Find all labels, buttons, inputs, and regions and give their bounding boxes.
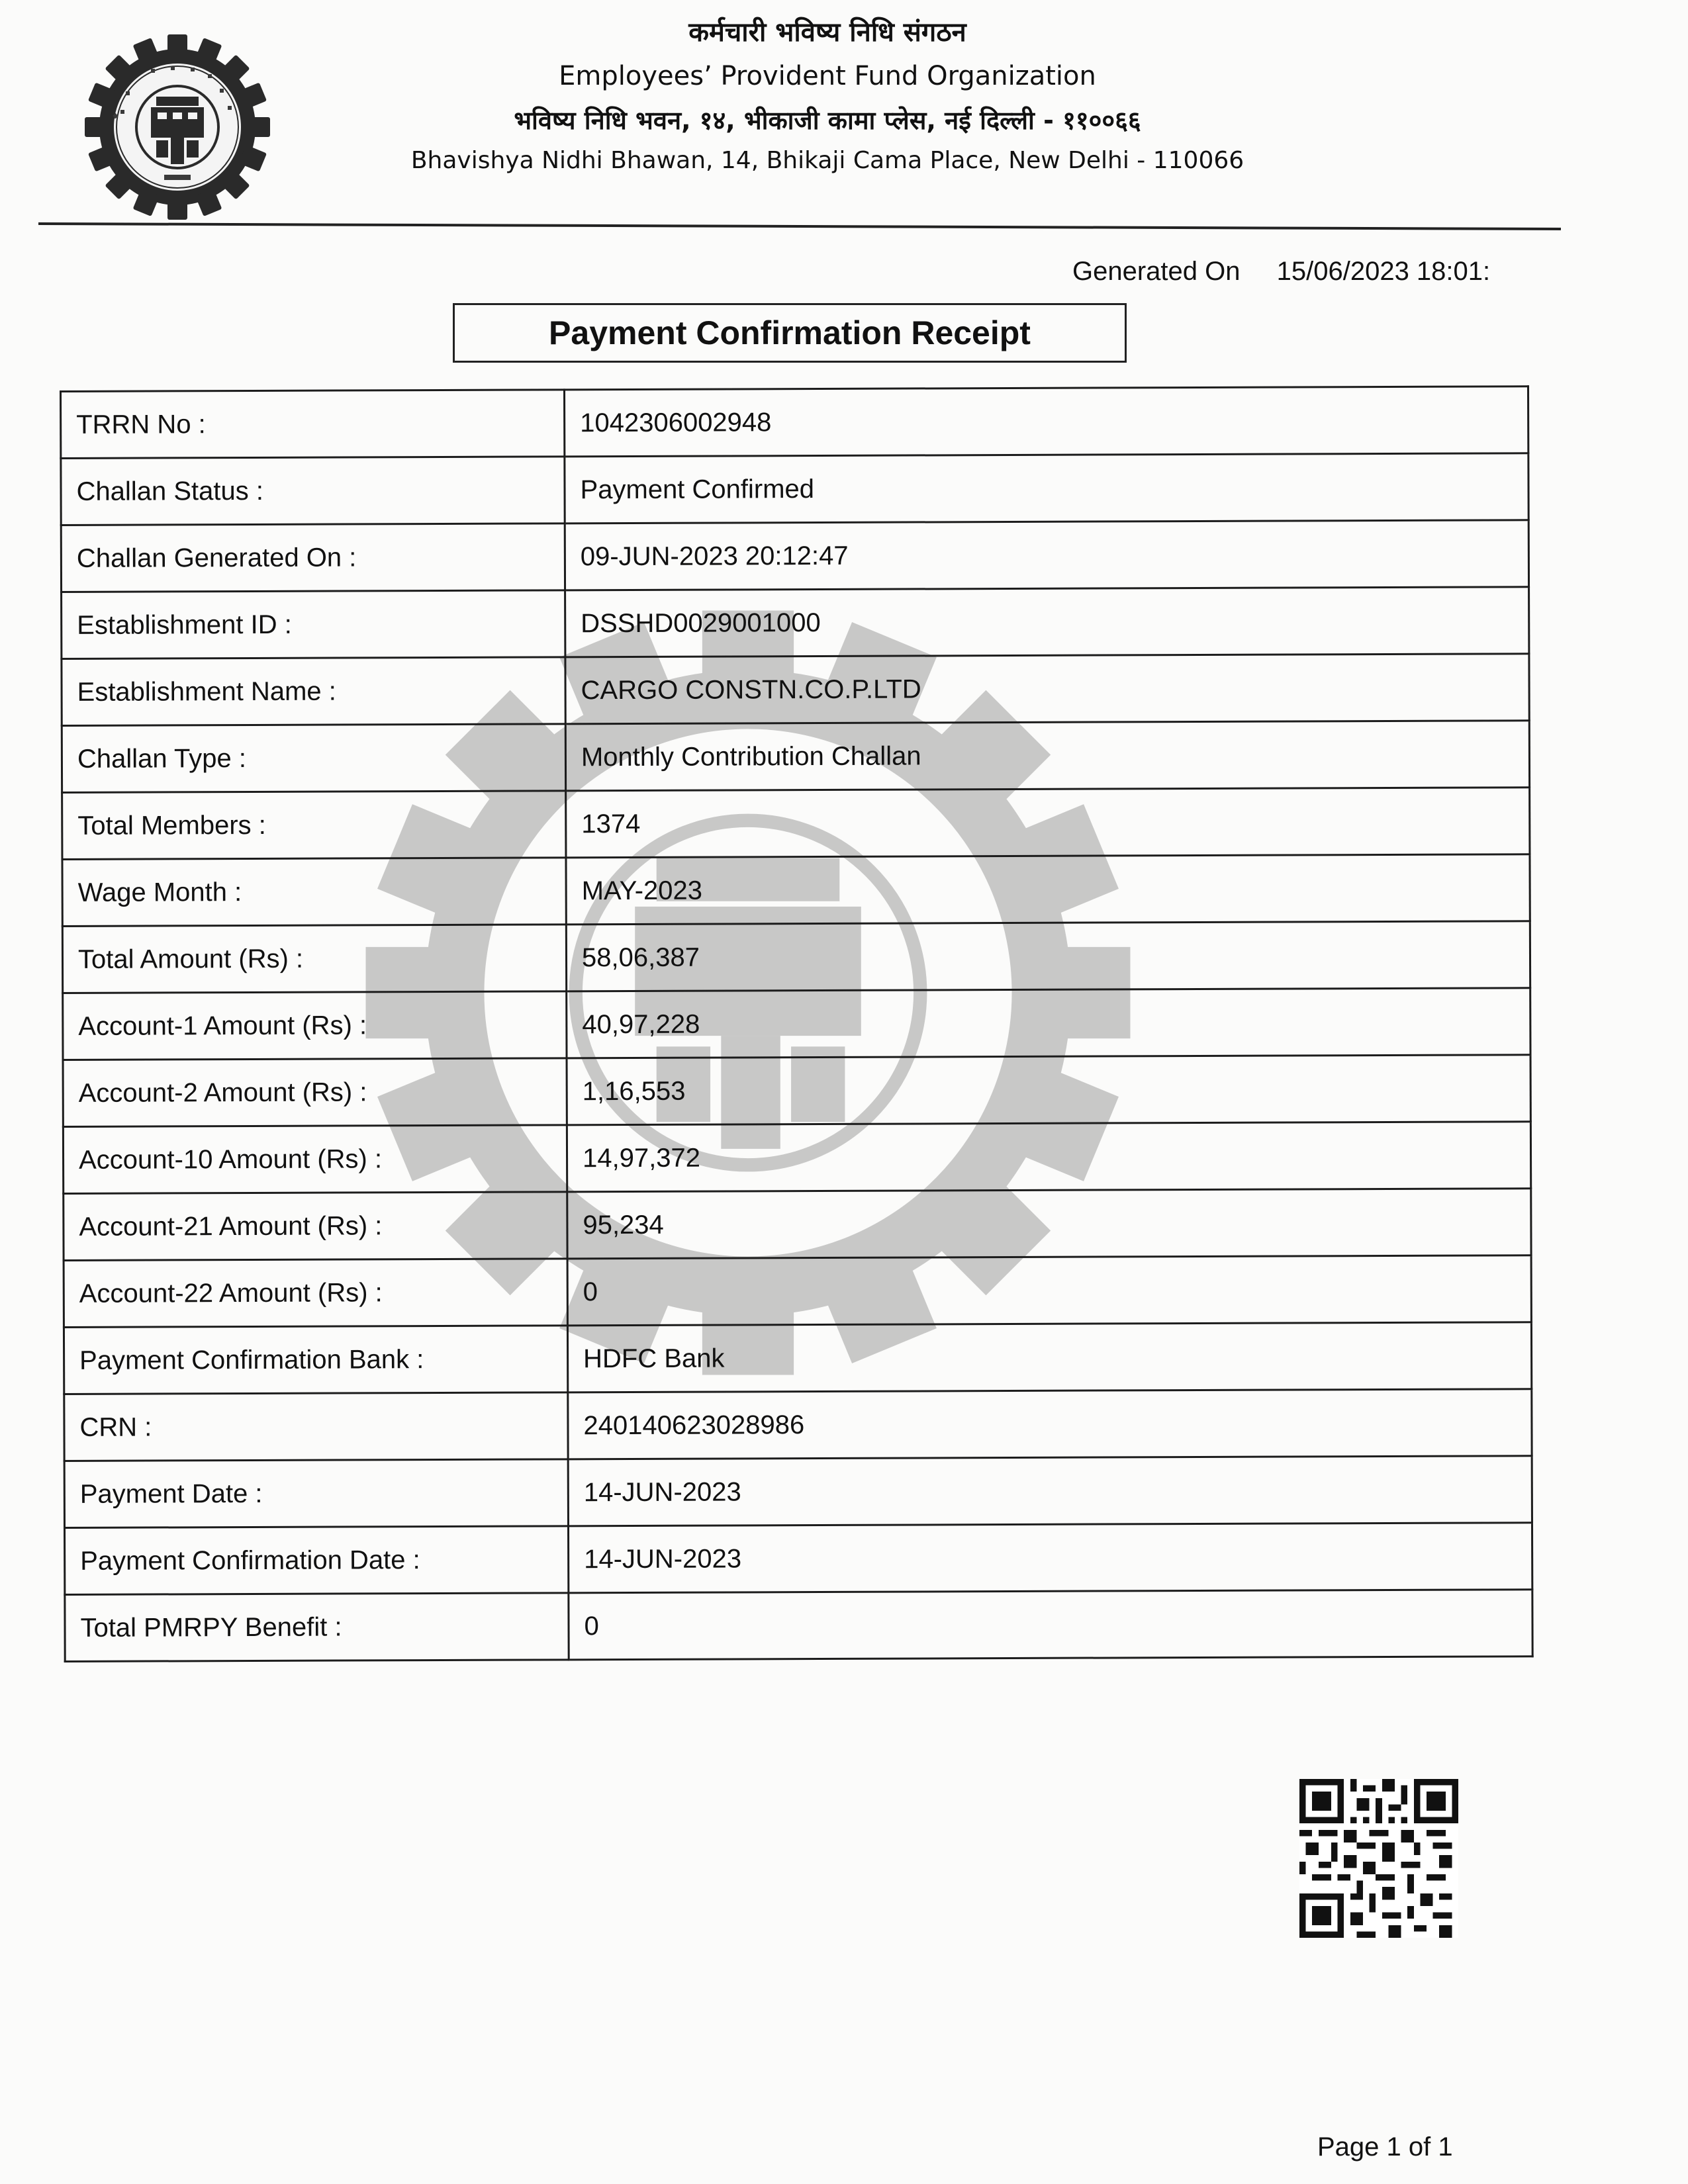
address-english: Bhavishya Nidhi Bhawan, 14, Bhikaji Cama Place, New Delhi - 110066: [410, 147, 1244, 174]
row-value: MAY-2023: [566, 854, 1530, 925]
table-row: [64, 1523, 1532, 1595]
table-row: [62, 788, 1530, 860]
receipt-title: Payment Confirmation Receipt: [453, 303, 1127, 363]
row-label: Account-22 Amount (Rs) :: [64, 1259, 567, 1328]
row-value: 95,234: [567, 1189, 1531, 1259]
table-row: [63, 1122, 1530, 1194]
row-value: 1042306002948: [565, 387, 1528, 457]
row-value: 0: [567, 1255, 1531, 1326]
table-row: [64, 1189, 1531, 1261]
row-label: Account-2 Amount (Rs) :: [63, 1058, 567, 1127]
row-label: Total PMRPY Benefit :: [65, 1593, 569, 1662]
table-row: [62, 921, 1530, 993]
row-value: CARGO CONSTN.CO.P.LTD: [565, 654, 1529, 724]
epfo-emblem-icon: [78, 28, 277, 226]
table-row: [63, 988, 1530, 1060]
row-label: Establishment ID :: [62, 590, 565, 659]
row-label: Challan Status :: [61, 457, 565, 525]
table-row: [62, 654, 1529, 726]
address-hindi: भविष्य निधि भवन, १४, भीकाजी कामा प्लेस, नई दिल्ली - ११००६६: [514, 106, 1141, 135]
row-value: DSSHD0029001000: [565, 587, 1529, 657]
row-value: Payment Confirmed: [565, 453, 1528, 523]
row-label: Challan Type :: [62, 724, 565, 793]
row-value: 40,97,228: [567, 988, 1530, 1058]
page-number: Page 1 of 1: [1317, 2132, 1453, 2161]
table-row: [65, 1590, 1532, 1662]
org-header: [371, 15, 1284, 177]
row-label: Total Amount (Rs) :: [62, 925, 566, 993]
row-label: Establishment Name :: [62, 657, 565, 726]
row-label: Payment Confirmation Date :: [64, 1526, 568, 1595]
row-value: 1374: [566, 788, 1530, 858]
generated-on-label: Generated On: [1072, 257, 1241, 286]
row-value: Monthly Contribution Challan: [565, 721, 1529, 791]
table-row: [64, 1389, 1532, 1461]
table-row: [61, 453, 1528, 525]
header-divider: [38, 222, 1561, 230]
table-row: [62, 587, 1529, 659]
qr-code-icon[interactable]: [1299, 1779, 1458, 1938]
row-value: 1,16,553: [567, 1055, 1530, 1125]
table-row: [62, 721, 1529, 793]
row-label: Total Members :: [62, 791, 566, 860]
table-row: [64, 1322, 1531, 1394]
row-value: 14-JUN-2023: [568, 1456, 1532, 1526]
table-row: [64, 1456, 1532, 1528]
table-row: [63, 1055, 1530, 1127]
row-value: 14-JUN-2023: [568, 1523, 1532, 1593]
row-label: CRN :: [64, 1392, 568, 1461]
row-label: Account-1 Amount (Rs) :: [63, 991, 567, 1060]
receipt-table: [60, 385, 1534, 1662]
row-label: Account-21 Amount (Rs) :: [64, 1192, 567, 1261]
row-value: 14,97,372: [567, 1122, 1530, 1192]
row-value: HDFC Bank: [567, 1322, 1531, 1392]
row-label: Wage Month :: [62, 858, 566, 927]
org-name-hindi: कर्मचारी भविष्य निधि संगठन: [688, 17, 966, 48]
org-name-english: Employees’ Provident Fund Organization: [559, 61, 1096, 91]
row-value: 58,06,387: [566, 921, 1530, 991]
table-row: [61, 387, 1528, 459]
generated-on: [1072, 257, 1490, 287]
row-value: 0: [569, 1590, 1532, 1660]
row-label: TRRN No :: [61, 390, 565, 459]
table-row: [64, 1255, 1531, 1328]
row-label: Challan Generated On :: [61, 523, 565, 592]
row-value: 09-JUN-2023 20:12:47: [565, 520, 1528, 590]
generated-on-value: 15/06/2023 18:01:: [1276, 257, 1491, 286]
table-row: [61, 520, 1528, 592]
row-label: Account-10 Amount (Rs) :: [63, 1125, 567, 1194]
row-label: Payment Date :: [64, 1459, 568, 1528]
table-row: [62, 854, 1530, 927]
row-label: Payment Confirmation Bank :: [64, 1326, 567, 1394]
row-value: 240140623028986: [568, 1389, 1532, 1459]
